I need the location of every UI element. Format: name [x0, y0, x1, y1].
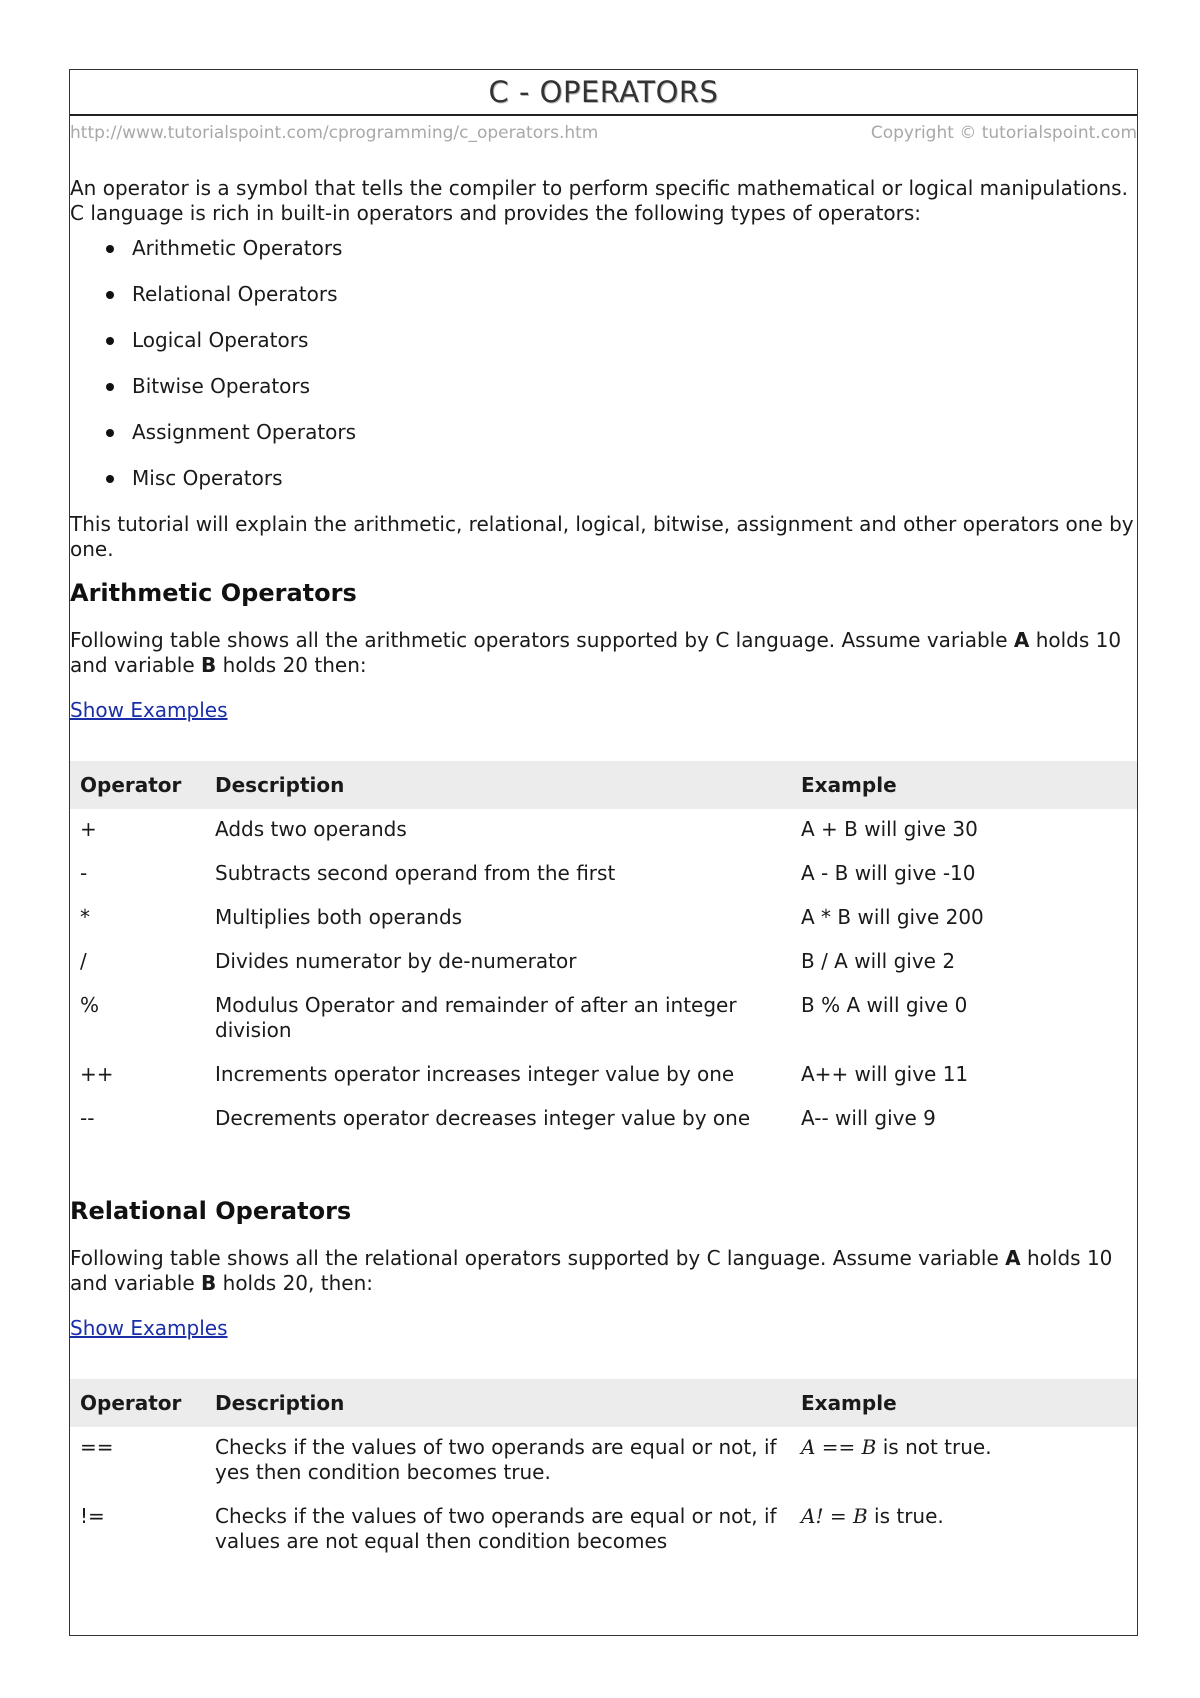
example-cell	[791, 1427, 1137, 1496]
intro-paragraph: An operator is a symbol that tells the compiler to perform specific mathematical or logical manipulations. C language is rich in built-in operators and provides the following types of operators:	[70, 176, 1128, 225]
example-cell: B / A will give 2	[801, 949, 956, 973]
lead-text: holds 10 and variable	[70, 1246, 1113, 1295]
relational-lead	[70, 1246, 1137, 1296]
operator-cell: !=	[80, 1504, 105, 1528]
example-cell: A - B will give -10	[801, 861, 976, 885]
arithmetic-heading: Arithmetic Operators	[70, 579, 357, 607]
arithmetic-table	[70, 761, 1137, 1142]
variable-b: B	[201, 653, 217, 677]
example-text: is true.	[867, 1504, 944, 1528]
operator-cell: --	[80, 1106, 95, 1130]
column-header-operator: Operator	[70, 761, 205, 809]
list-item: Assignment Operators	[106, 420, 1137, 466]
description-cell: Checks if the values of two operands are equal or not, if values are not equal then condition becomes	[215, 1504, 777, 1553]
relational-show-examples-link[interactable]: Show Examples	[70, 1316, 228, 1340]
example-text: is not true.	[876, 1435, 992, 1459]
arithmetic-show-examples-link[interactable]: Show Examples	[70, 698, 228, 722]
description-cell: Adds two operands	[215, 817, 407, 841]
column-header-operator: Operator	[70, 1379, 205, 1427]
operator-cell: ++	[80, 1062, 114, 1086]
example-cell: A + B will give 30	[801, 817, 978, 841]
table-row	[70, 941, 1137, 985]
example-cell: A-- will give 9	[801, 1106, 936, 1130]
operator-cell: /	[80, 949, 87, 973]
source-url: http://www.tutorialspoint.com/cprogramming/c_operators.htm	[70, 123, 599, 143]
table-row	[70, 1054, 1137, 1098]
copyright-notice: Copyright © tutorialspoint.com	[870, 123, 1137, 143]
article-body	[70, 176, 1137, 1565]
example-cell: B % A will give 0	[801, 993, 968, 1017]
table-row	[70, 1098, 1137, 1142]
operator-cell: ==	[80, 1435, 114, 1459]
list-item: Arithmetic Operators	[106, 236, 1137, 282]
arithmetic-lead	[70, 628, 1137, 678]
variable-a: A	[1013, 628, 1030, 652]
url-row	[70, 116, 1137, 148]
example-cell	[791, 1496, 1137, 1565]
list-item: Relational Operators	[106, 282, 1137, 328]
description-cell: Checks if the values of two operands are equal or not, if yes then condition becomes true.	[215, 1435, 777, 1484]
section-spacer	[70, 1142, 1137, 1180]
variable-b: B	[201, 1271, 217, 1295]
example-cell: A * B will give 200	[801, 905, 984, 929]
math-expression: A == B	[801, 1435, 877, 1459]
table-row	[70, 985, 1137, 1054]
column-header-example: Example	[791, 1379, 1137, 1427]
relational-heading: Relational Operators	[70, 1197, 352, 1225]
table-row	[70, 1496, 1137, 1565]
list-item: Logical Operators	[106, 328, 1137, 374]
outro-paragraph: This tutorial will explain the arithmetic, relational, logical, bitwise, assignment and other operators one by one.	[70, 512, 1134, 561]
page-frame	[69, 69, 1138, 1636]
description-cell: Multiplies both operands	[215, 905, 463, 929]
lead-text: holds 20 then:	[216, 653, 367, 677]
table-row	[70, 897, 1137, 941]
lead-text: Following table shows all the arithmetic operators supported by C language. Assume variable	[70, 628, 1014, 652]
operator-cell: *	[80, 905, 90, 929]
table-header-row	[70, 761, 1137, 809]
column-header-description: Description	[205, 761, 791, 809]
description-cell: Subtracts second operand from the first	[215, 861, 616, 885]
lead-text: holds 10 and variable	[70, 628, 1122, 677]
table-row	[70, 809, 1137, 853]
list-item: Misc Operators	[106, 466, 1137, 512]
table-header-row	[70, 1379, 1137, 1427]
description-cell: Increments operator increases integer value by one	[215, 1062, 735, 1086]
table-row	[70, 853, 1137, 897]
math-expression: A! = B	[801, 1504, 868, 1528]
variable-a: A	[1005, 1246, 1021, 1270]
list-item: Bitwise Operators	[106, 374, 1137, 420]
lead-text: Following table shows all the relational operators supported by C language. Assume variable	[70, 1246, 1006, 1270]
column-header-description: Description	[205, 1379, 791, 1427]
description-cell: Divides numerator by de-numerator	[215, 949, 577, 973]
page-title: C - OPERATORS	[70, 70, 1137, 116]
description-cell: Decrements operator decreases integer value by one	[215, 1106, 751, 1130]
operator-cell: %	[80, 993, 100, 1017]
operator-cell: +	[80, 817, 97, 841]
example-cell: A++ will give 11	[801, 1062, 969, 1086]
relational-table	[70, 1379, 1137, 1565]
lead-text: holds 20, then:	[216, 1271, 373, 1295]
operator-cell: -	[80, 861, 88, 885]
table-row	[70, 1427, 1137, 1496]
description-cell: Modulus Operator and remainder of after an integer division	[215, 993, 737, 1042]
page-bottom-border	[69, 1635, 1138, 1636]
operator-types-list	[70, 236, 1137, 512]
column-header-example: Example	[791, 761, 1137, 809]
